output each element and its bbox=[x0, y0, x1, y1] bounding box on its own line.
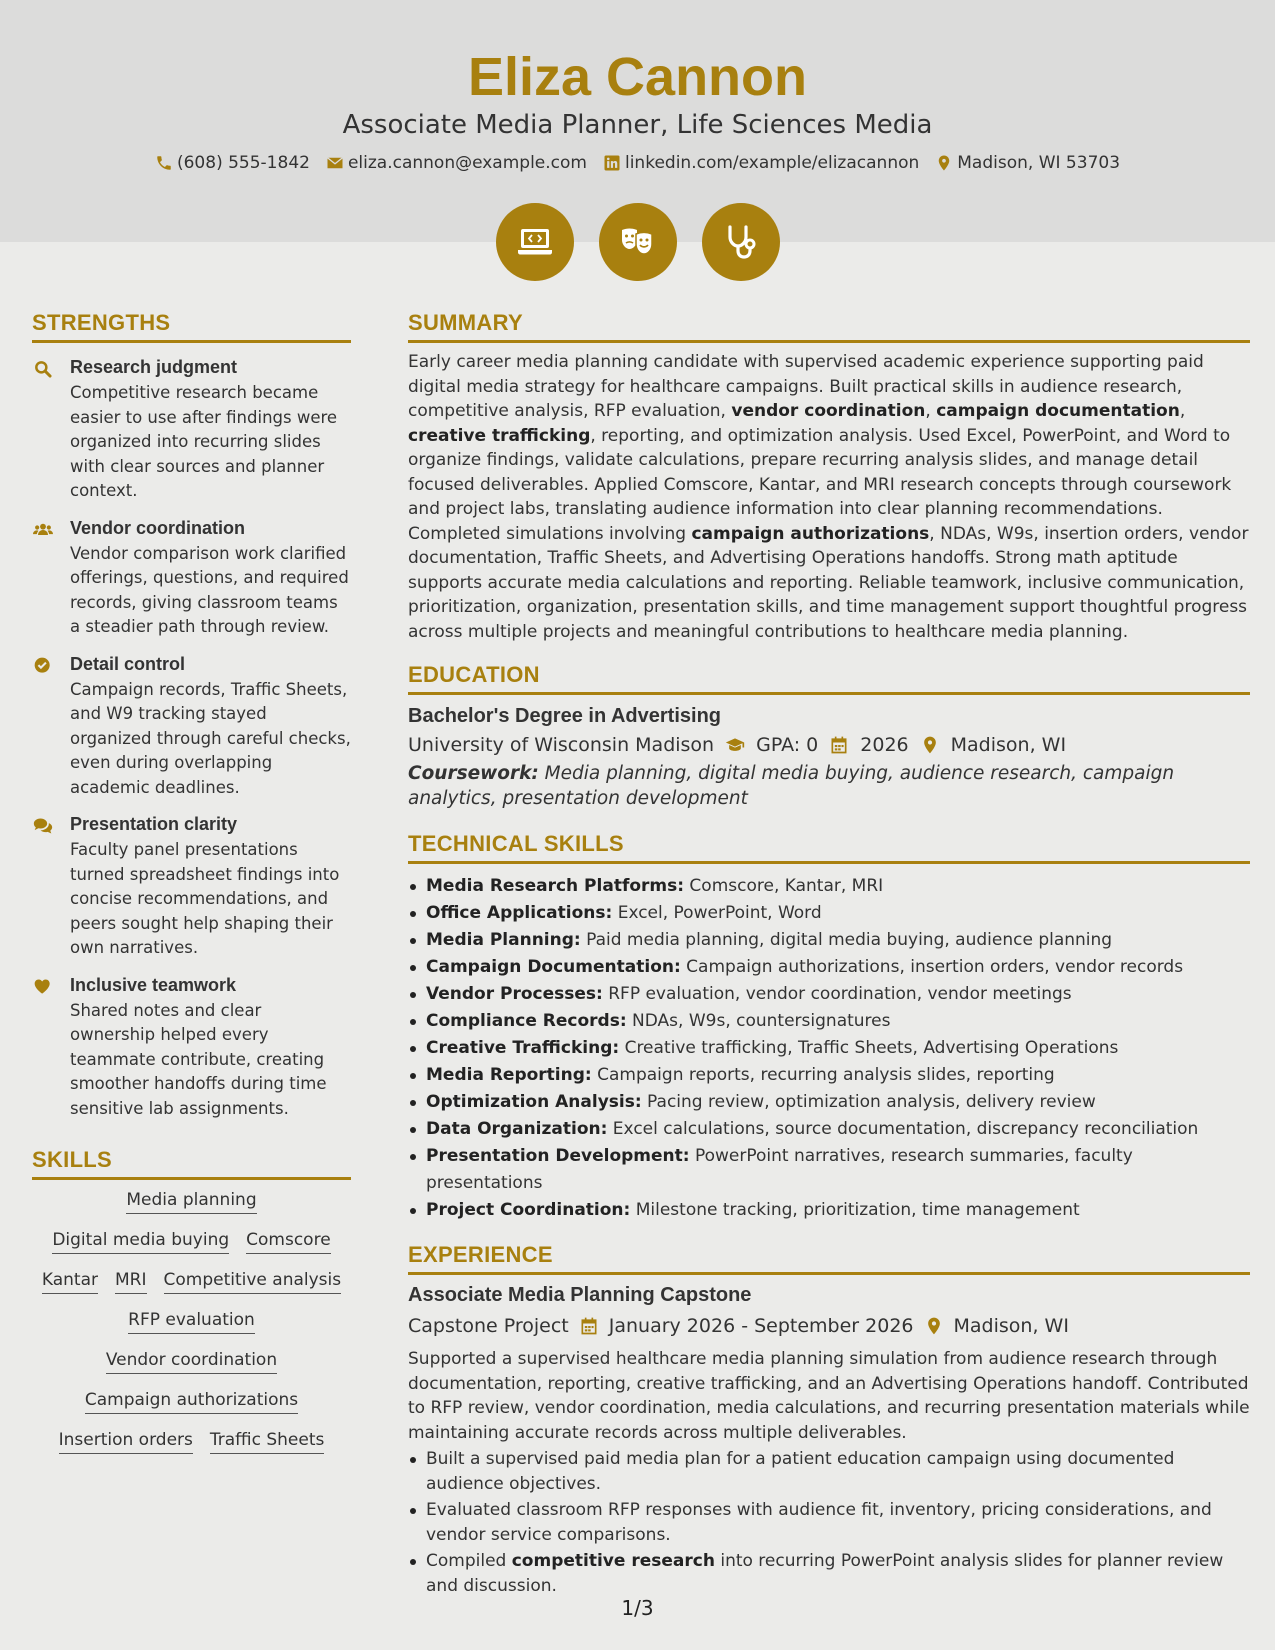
interest-badges bbox=[0, 203, 1275, 281]
stethoscope-badge bbox=[702, 203, 780, 281]
contact-linkedin[interactable] bbox=[603, 153, 919, 173]
list-item: Evaluated classroom RFP responses with audience fit, inventory, pricing considerations, and vendor service comparisons. bbox=[408, 1498, 1250, 1547]
laptop-code-icon bbox=[515, 222, 555, 262]
map-marker-icon bbox=[919, 735, 941, 755]
calendar-icon bbox=[579, 1316, 599, 1336]
list-item: Compiled competitive research into recurring PowerPoint analysis slides for planner review and discussion. bbox=[408, 1549, 1250, 1598]
left-column bbox=[32, 310, 351, 1454]
experience-heading: EXPERIENCE bbox=[408, 1242, 1250, 1275]
school-name: University of Wisconsin Madison bbox=[408, 734, 715, 756]
search-icon bbox=[32, 359, 54, 379]
list-item: Optimization Analysis: Pacing review, optimization analysis, delivery review bbox=[408, 1089, 1250, 1116]
education-heading: EDUCATION bbox=[408, 662, 1250, 695]
contact-location bbox=[935, 153, 1120, 173]
list-item: Media Research Platforms: Comscore, Kantar, MRI bbox=[408, 873, 1250, 900]
phone-icon bbox=[155, 154, 173, 172]
list-item: Data Organization: Excel calculations, source documentation, discrepancy reconciliation bbox=[408, 1116, 1250, 1143]
calendar-icon bbox=[828, 735, 850, 755]
theater-masks-icon bbox=[618, 222, 658, 262]
strength-desc: Vendor comparison work clarified offerings, questions, and required records, giving classroom teams a steadier path through review. bbox=[70, 543, 349, 636]
degree-title: Bachelor's Degree in Advertising bbox=[408, 705, 721, 727]
skill-tag: Campaign authorizations bbox=[85, 1390, 298, 1414]
strength-item bbox=[32, 975, 351, 1122]
experience-org: Capstone Project bbox=[408, 1315, 569, 1337]
skill-tag: RFP evaluation bbox=[128, 1310, 255, 1334]
skill-tag: Vendor coordination bbox=[106, 1350, 277, 1374]
strength-desc: Faculty panel presentations turned spreadsheet findings into concise recommendations, and peers sought help shaping their own narratives. bbox=[70, 840, 340, 957]
contact-email[interactable] bbox=[326, 153, 587, 173]
strength-title: Detail control bbox=[70, 653, 186, 674]
strength-item bbox=[32, 654, 351, 801]
linkedin-icon bbox=[603, 154, 621, 172]
list-item: Presentation Development: PowerPoint narratives, research summaries, faculty presentations bbox=[408, 1143, 1250, 1197]
theater-masks-badge bbox=[599, 203, 677, 281]
experience-location: Madison, WI bbox=[953, 1315, 1069, 1337]
skill-tag: Traffic Sheets bbox=[210, 1430, 324, 1454]
map-marker-icon bbox=[935, 154, 953, 172]
strength-desc: Shared notes and clear ownership helped every teammate contribute, creating smoother handoffs during time sensitive lab assignments. bbox=[70, 1000, 327, 1118]
envelope-icon bbox=[326, 154, 344, 172]
strength-item bbox=[32, 518, 351, 640]
skill-tag: Comscore bbox=[246, 1230, 331, 1254]
strength-title: Vendor coordination bbox=[70, 517, 246, 538]
strength-item bbox=[32, 357, 351, 504]
grad-year: 2026 bbox=[860, 734, 909, 756]
contact-phone[interactable] bbox=[155, 153, 310, 173]
skill-tag: Digital media buying bbox=[52, 1230, 229, 1254]
experience-details bbox=[408, 1315, 1250, 1337]
page-number: 1/3 bbox=[621, 1596, 654, 1620]
comments-icon bbox=[32, 816, 54, 836]
technical-skills-heading: TECHNICAL SKILLS bbox=[408, 831, 1250, 864]
gpa-text: GPA: 0 bbox=[756, 734, 819, 756]
strength-item bbox=[32, 814, 351, 961]
location-text: Madison, WI 53703 bbox=[957, 153, 1121, 173]
technical-skills-list bbox=[408, 873, 1250, 1224]
skill-tag: MRI bbox=[115, 1270, 147, 1294]
coursework: Coursework: Media planning, digital media buying, audience research, campaign analytics, presentation development bbox=[408, 763, 1175, 809]
list-item: Media Planning: Paid media planning, digital media buying, audience planning bbox=[408, 927, 1250, 954]
laptop-code-badge bbox=[496, 203, 574, 281]
list-item: Compliance Records: NDAs, W9s, countersignatures bbox=[408, 1008, 1250, 1035]
list-item: Project Coordination: Milestone tracking, prioritization, time management bbox=[408, 1197, 1250, 1224]
phone-text: (608) 555-1842 bbox=[176, 153, 310, 173]
strength-title: Inclusive teamwork bbox=[70, 974, 237, 995]
skills-heading: SKILLS bbox=[32, 1147, 351, 1180]
right-column bbox=[408, 310, 1250, 1600]
list-item: Creative Trafficking: Creative trafficking, Traffic Sheets, Advertising Operations bbox=[408, 1035, 1250, 1062]
linkedin-text: linkedin.com/example/elizacannon bbox=[624, 153, 920, 173]
list-item: Vendor Processes: RFP evaluation, vendor coordination, vendor meetings bbox=[408, 981, 1250, 1008]
summary-text: Early career media planning candidate with supervised academic experience supporting paid digital media strategy for healthcare campaigns. Built practical skills in audience research, competitive analysis, RFP evaluation, vendor coordination, campaign documentation, creative trafficking, reporting, and optimization analysis. Used Excel, PowerPoint, and Word to organize findings, validate calculations, prepare recurring analysis slides, and manage detail focused deliverables. Applied Comscore, Kantar, and MRI research concepts through coursework and project labs, translating audience information into clear planning recommendations. Completed simulations involving campaign authorizations, NDAs, W9s, insertion orders, vendor documentation, Traffic Sheets, and Advertising Operations handoffs. Strong math aptitude supports accurate media calculations and reporting. Reliable teamwork, inclusive communication, prioritization, organization, presentation skills, and time management support thoughtful progress across multiple projects and meaningful contributions to healthcare media planning. bbox=[408, 352, 1249, 642]
experience-description: Supported a supervised healthcare media planning simulation from audience research through documentation, reporting, creative trafficking, and an Advertising Operations handoff. Contributed to RFP review, vendor coordination, media calculations, and recurring presentation materials while maintaining accurate records across multiple deliverables. bbox=[408, 1349, 1250, 1443]
strengths-heading: STRENGTHS bbox=[32, 310, 351, 343]
contact-row bbox=[0, 153, 1275, 173]
users-icon bbox=[32, 520, 54, 540]
skill-tag: Competitive analysis bbox=[164, 1270, 342, 1294]
list-item: Built a supervised paid media plan for a patient education campaign using documented audience objectives. bbox=[408, 1447, 1250, 1496]
skill-tag: Kantar bbox=[42, 1270, 98, 1294]
candidate-title: Associate Media Planner, Life Sciences Media bbox=[342, 110, 933, 140]
heart-icon bbox=[32, 977, 54, 997]
strength-title: Research judgment bbox=[70, 357, 238, 377]
list-item: Media Reporting: Campaign reports, recurring analysis slides, reporting bbox=[408, 1062, 1250, 1089]
strength-desc: Campaign records, Traffic Sheets, and W9 tracking stayed organized through careful checks, even during overlapping academic deadlines. bbox=[70, 679, 351, 797]
strength-desc: Competitive research became easier to use after findings were organized into recurring slides with clear sources and planner context. bbox=[70, 383, 338, 500]
education-details bbox=[408, 734, 1250, 756]
skill-tag: Insertion orders bbox=[59, 1430, 193, 1454]
summary-heading: SUMMARY bbox=[408, 310, 1250, 343]
experience-title: Associate Media Planning Capstone bbox=[408, 1284, 752, 1306]
candidate-name: Eliza Cannon bbox=[467, 47, 808, 107]
list-item: Office Applications: Excel, PowerPoint, Word bbox=[408, 900, 1250, 927]
experience-bullets bbox=[408, 1447, 1250, 1598]
email-text: eliza.cannon@example.com bbox=[347, 153, 587, 173]
school-location: Madison, WI bbox=[950, 734, 1067, 756]
map-marker-icon bbox=[924, 1316, 944, 1336]
skill-tag: Media planning bbox=[126, 1190, 256, 1214]
strength-title: Presentation clarity bbox=[70, 814, 238, 834]
skills-list bbox=[32, 1190, 351, 1454]
check-circle-icon bbox=[32, 656, 54, 676]
stethoscope-icon bbox=[721, 222, 761, 262]
experience-dates: January 2026 - September 2026 bbox=[608, 1315, 914, 1337]
list-item: Campaign Documentation: Campaign authorizations, insertion orders, vendor records bbox=[408, 954, 1250, 981]
graduation-cap-icon bbox=[724, 735, 746, 755]
